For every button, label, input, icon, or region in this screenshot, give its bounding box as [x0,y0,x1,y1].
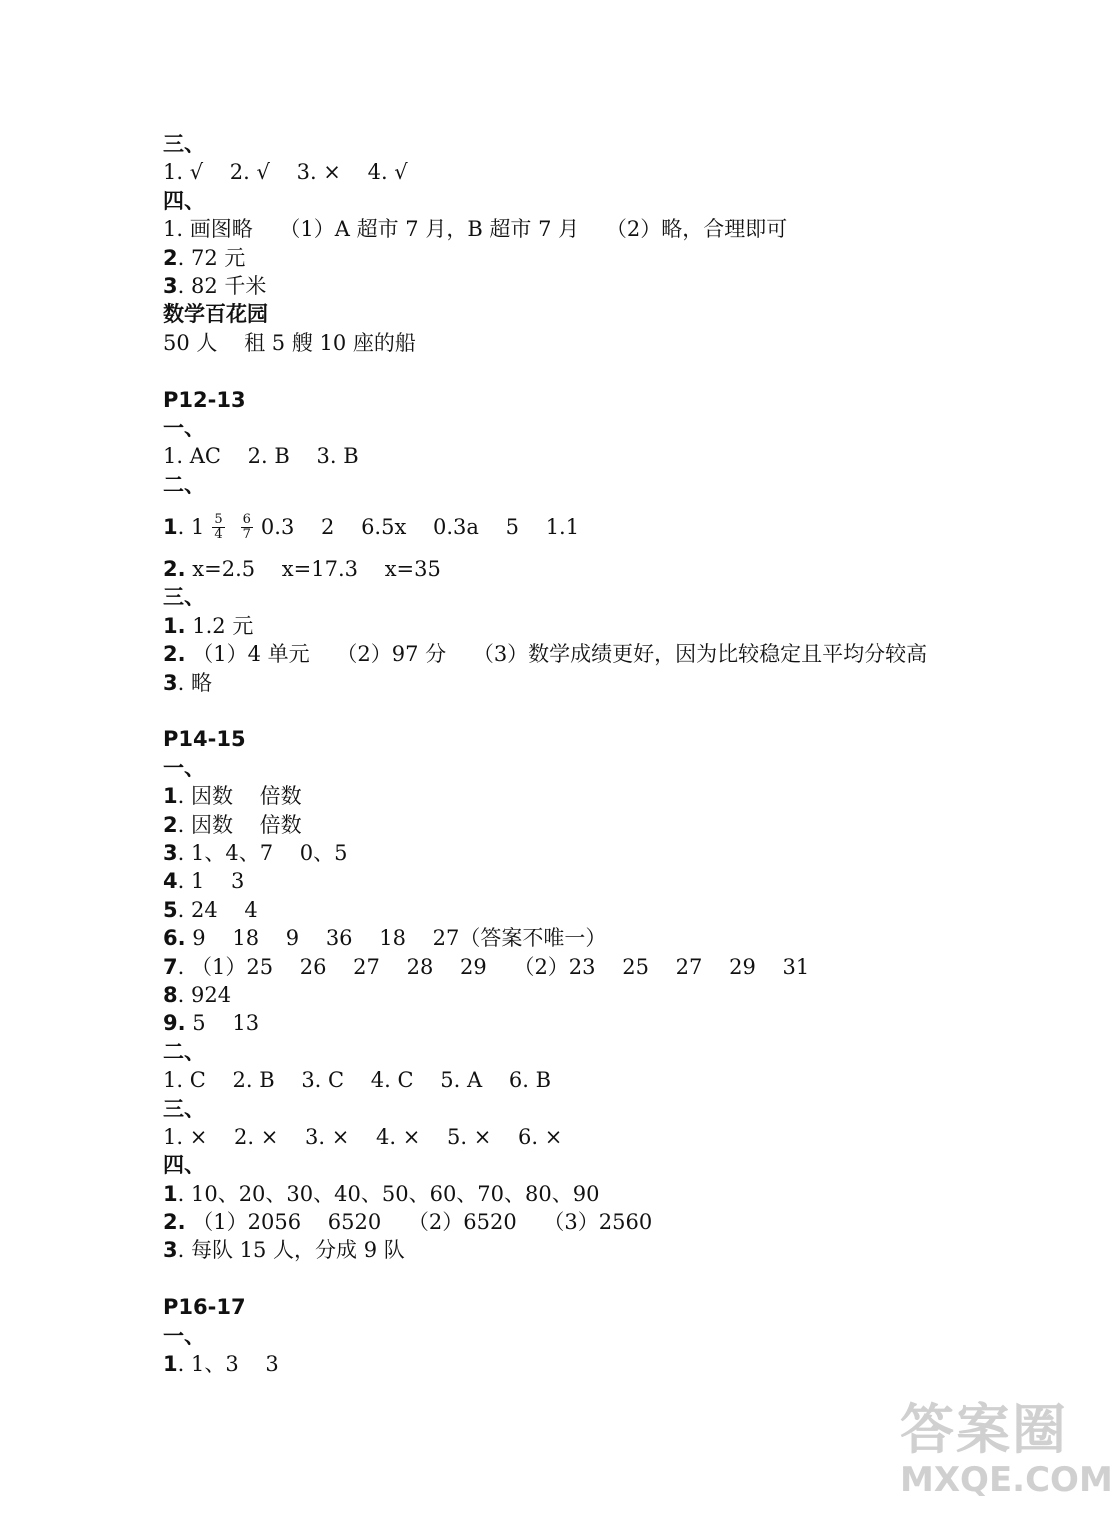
section-heading: 一、 [163,755,205,780]
section-heading: 三、 [163,1096,205,1121]
answer-line: 1. 10、20、30、40、50、60、70、80、90 [163,1181,600,1206]
section-heading: 二、 [163,472,205,497]
answer-line: 1. 1.2 元 [163,613,254,638]
section-heading: 三、 [163,585,205,610]
answer-line: 1. AC 2. B 3. B [163,444,359,469]
section-heading: 四、 [163,1153,205,1178]
page-range-title: P14-15 [163,727,246,752]
answer-line: 2. 因数 倍数 [163,812,302,837]
fraction: $\frac{5}{4}$ [214,511,223,542]
answer-line: 1. 因数 倍数 [163,784,302,809]
answer-line: 2. 72 元 [163,245,246,270]
fraction: $\frac{6}{7}$ [242,511,251,542]
answer-line: 5. 24 4 [163,897,258,922]
answer-line: 3. 略 [163,670,212,695]
section-heading: 二、 [163,1039,205,1064]
watermark-url: MXQE.COM [900,1460,1113,1500]
answer-line: 7. （1）25 26 27 28 29 （2）23 25 27 29 31 [163,954,810,979]
answer-page [163,130,983,1378]
answer-line: 3. 1、4、7 0、5 [163,840,348,865]
answer-line: 6. 9 18 9 36 18 27（答案不唯一） [163,926,607,951]
section-heading: 三、 [163,132,205,156]
answer-line: 3. 每队 15 人，分成 9 队 [163,1238,405,1263]
watermark-logo: 答案圈 [900,1398,1068,1461]
answer-line: 2. x=2.5 x=17.3 x=35 [163,557,441,582]
answer-line: 9. 5 13 [163,1011,260,1036]
answer-line-fractions: 1 . 1 $\frac{5}{4}$ $\frac{6}{7}$ 0.3 2 6.5x 0.3a 5 1.1 [163,511,580,542]
answer-line: 1. × 2. × 3. × 4. × 5. × 6. × [163,1124,563,1149]
answer-line: 1. 画图略 （1）A 超市 7 月，B 超市 7 月 （2）略，合理即可 [163,217,788,242]
answer-line: 1. C 2. B 3. C 4. C 5. A 6. B [163,1068,552,1093]
section-heading: 数学百花园 [163,302,268,327]
answer-line: 1. √ 2. √ 3. × 4. √ [163,160,408,185]
answer-line: 50 人 租 5 艘 10 座的船 [163,330,416,355]
section-heading: 四、 [163,188,205,213]
section-heading: 一、 [163,1323,205,1348]
page-range-title: P12-13 [163,387,246,412]
section-heading: 一、 [163,415,205,440]
answer-line: 1. 1、3 3 [163,1352,279,1377]
answer-line: 3. 82 千米 [163,273,267,298]
answer-line: 4. 1 3 [163,869,245,894]
answer-line: 8. 924 [163,982,232,1007]
page-range-title: P16-17 [163,1295,246,1320]
answer-line: 2. （1）4 单元 （2）97 分 （3）数学成绩更好，因为比较稳定且平均分较高 [163,642,928,667]
answer-line: 2. （1）2056 6520 （2）6520 （3）2560 [163,1210,653,1235]
watermark [900,1398,1113,1520]
